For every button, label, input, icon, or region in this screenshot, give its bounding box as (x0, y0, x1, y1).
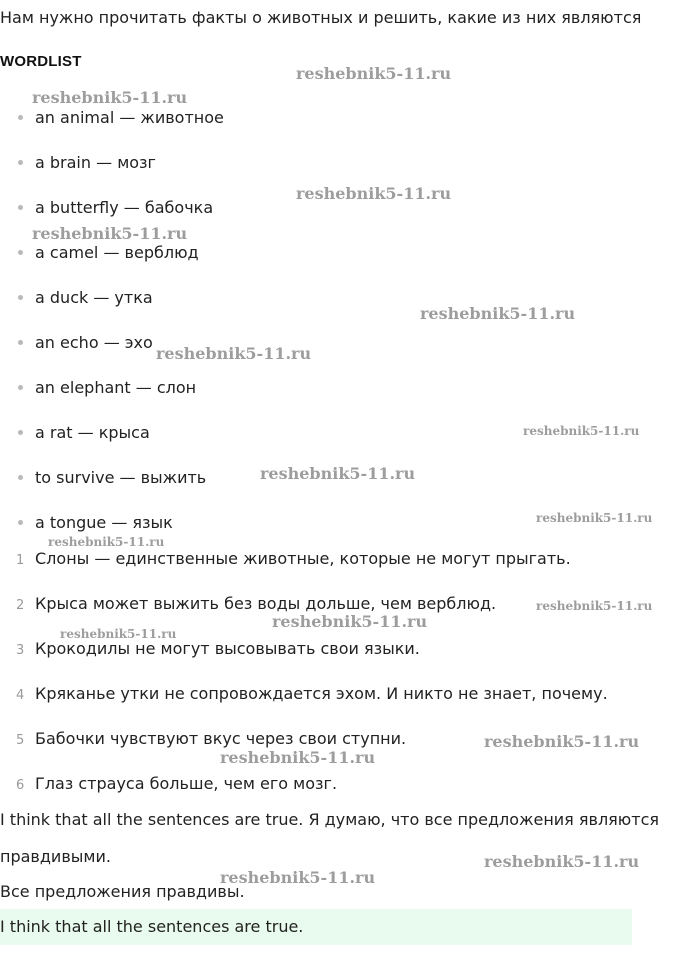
watermark: reshebnik5-11.ru (536, 599, 653, 613)
list-item: a camel — верблюд (18, 243, 199, 262)
bullet-icon (18, 295, 23, 300)
watermark: reshebnik5-11.ru (484, 852, 640, 871)
watermark: reshebnik5-11.ru (32, 88, 188, 107)
watermark: reshebnik5-11.ru (260, 464, 416, 483)
list-item: a duck — утка (18, 288, 153, 307)
list-item: a butterfly — бабочка (18, 198, 213, 217)
watermark: reshebnik5-11.ru (220, 868, 376, 887)
list-item: an echo — эхо (18, 333, 153, 352)
watermark: reshebnik5-11.ru (523, 424, 640, 438)
watermark: reshebnik5-11.ru (156, 344, 312, 363)
list-item: a tongue — язык (18, 513, 173, 532)
bullet-icon (18, 250, 23, 255)
answer-highlight-box (0, 909, 632, 945)
watermark: reshebnik5-11.ru (60, 627, 177, 641)
highlight-text: I think that all the sentences are true. (0, 917, 304, 936)
wordlist-heading: WORDLIST (0, 53, 82, 70)
bullet-icon (18, 115, 23, 120)
bullet-icon (18, 430, 23, 435)
fact-item: 2 Крыса может выжить без воды дольше, чем верблюд. (16, 594, 497, 613)
bullet-icon (18, 385, 23, 390)
list-item: to survive — выжить (18, 468, 206, 487)
watermark: reshebnik5-11.ru (536, 511, 653, 525)
fact-item: 3 Крокодилы не могут высовывать свои языки. (16, 639, 420, 658)
bullet-icon (18, 520, 23, 525)
fact-item: 4 Кряканье утки не сопровождается эхом. И никто не знает, почему. (16, 684, 608, 703)
intro-text: Нам нужно прочитать факты о животных и решить, какие из них являются (0, 8, 642, 27)
answer-line-2: правдивыми. (0, 847, 111, 866)
watermark: reshebnik5-11.ru (296, 64, 452, 83)
watermark: reshebnik5-11.ru (420, 304, 576, 323)
fact-item: 5 Бабочки чувствуют вкус через свои ступни. (16, 729, 407, 748)
watermark: reshebnik5-11.ru (32, 224, 188, 243)
bullet-icon (18, 340, 23, 345)
fact-item: 6 Глаз страуса больше, чем его мозг. (16, 774, 338, 793)
list-item: a rat — крыса (18, 423, 150, 442)
list-item: an elephant — слон (18, 378, 196, 397)
list-item: an animal — животное (18, 108, 224, 127)
watermark: reshebnik5-11.ru (484, 732, 640, 751)
list-item: a brain — мозг (18, 153, 156, 172)
watermark: reshebnik5-11.ru (220, 748, 376, 767)
summary-text: Все предложения правдивы. (0, 882, 245, 901)
bullet-icon (18, 160, 23, 165)
watermark: reshebnik5-11.ru (296, 184, 452, 203)
watermark: reshebnik5-11.ru (272, 612, 428, 631)
answer-line-1: I think that all the sentences are true. Я думаю, что все предложения являются (0, 810, 660, 829)
bullet-icon (18, 205, 23, 210)
fact-item: 1 Слоны — единственные животные, которые не могут прыгать. (16, 549, 571, 568)
bullet-icon (18, 475, 23, 480)
watermark: reshebnik5-11.ru (48, 535, 165, 549)
